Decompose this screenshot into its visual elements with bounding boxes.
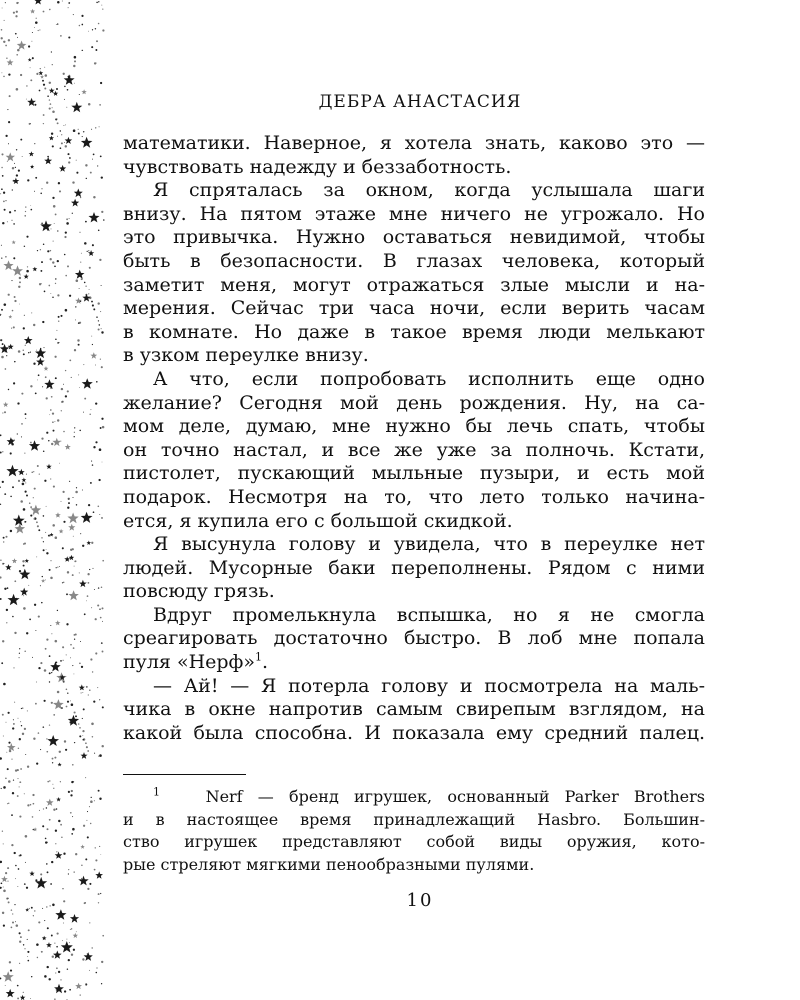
body-line (123, 392, 705, 416)
body-line-text: внизу. На пятом этаже мне ничего не угрожало. Но (123, 202, 705, 225)
footnote-line-text: и в настоящее время принадлежащий Hasbro. Большин- (123, 809, 705, 829)
body-line-text: пуля «Нерф» (123, 651, 256, 674)
body-line-text: — Ай! — Я потерла голову и посмотрела на маль- (153, 674, 705, 697)
stars-icon (0, 0, 108, 1000)
running-head: ДЕБРА АНАСТАСИЯ (318, 92, 522, 112)
body-line (123, 415, 705, 439)
body-line-text: это привычка. Нужно оставаться невидимой, чтобы (123, 226, 705, 249)
body-line (123, 250, 705, 274)
body-line-text: математики. Наверное, я хотела знать, каково это — (123, 132, 705, 154)
body-line (123, 486, 705, 510)
body-line-text: повсюду грязь. (123, 580, 275, 603)
star-border-decoration (0, 0, 108, 1000)
body-line-text: Я высунула голову и увидела, что в переулке нет (153, 533, 705, 556)
footnote-line (123, 786, 705, 809)
body-line-text: мом деле, думаю, мне нужно бы лечь спать, чтобы (123, 415, 705, 438)
body-line (123, 651, 705, 675)
body-line (123, 179, 705, 203)
body-line (123, 510, 705, 534)
body-text (123, 132, 705, 745)
footnote-line-text: Nerf — бренд игрушек, основанный Parker Brothers (205, 787, 705, 806)
body-line (123, 321, 705, 345)
body-line (123, 439, 705, 463)
body-line-text: среагировать достаточно быстро. В лоб мне попала (123, 627, 705, 650)
footnote-line-text: ство игрушек представляют собой виды оружия, кото- (123, 832, 705, 851)
body-line-text: в узком переулке внизу. (123, 344, 369, 367)
body-line (123, 203, 705, 227)
body-line (123, 226, 705, 250)
body-line-text: мерения. Сейчас три часа ночи, если верить часам (123, 297, 705, 320)
footnote-line (123, 831, 705, 854)
body-line (123, 156, 705, 180)
body-line-text: людей. Мусорные баки переполнены. Рядом с ними (123, 556, 705, 579)
body-line-text: заметит меня, могут отражаться злые мысли и на- (123, 273, 705, 296)
body-line (123, 698, 705, 722)
body-line-text: Вдруг промелькнула вспышка, но я не смогла (153, 603, 705, 626)
body-line-text: Я спряталась за окном, когда услышала шаги (153, 179, 705, 202)
body-line (123, 675, 705, 699)
body-line (123, 604, 705, 628)
footnote-reference: 1 (255, 651, 263, 664)
footnote-line (123, 854, 705, 877)
body-line-text: в комнате. Но даже в такое время люди мелькают (123, 320, 705, 343)
footnote-rule (123, 774, 246, 775)
footnote (123, 786, 705, 876)
body-line (123, 297, 705, 321)
body-line (123, 627, 705, 651)
body-line (123, 557, 705, 581)
body-line-text: чика в окне напротив самым свирепым взглядом, на (123, 698, 705, 721)
body-line (123, 462, 705, 486)
body-line (123, 722, 705, 746)
body-line-text: А что, если попробовать исполнить еще одно (153, 367, 705, 390)
body-line-punct: . (262, 651, 269, 674)
body-line (123, 132, 705, 156)
body-line (123, 344, 705, 368)
body-line-text: чувствовать надежду и беззаботность. (123, 155, 512, 178)
body-line-text: какой была способна. И показала ему средний палец. (123, 721, 705, 744)
body-line-text: пистолет, пускающий мыльные пузыри, и есть мой (123, 462, 705, 485)
footnote-line (123, 809, 705, 832)
body-line (123, 368, 705, 392)
body-line-text: быть в безопасности. В глазах человека, который (123, 249, 705, 272)
body-line-text: ется, я купила его с большой скидкой. (123, 509, 513, 532)
body-line-text: подарок. Несмотря на то, что лето только начина- (123, 485, 705, 508)
body-line (123, 274, 705, 298)
body-line-text: желание? Сегодня мой день рождения. Ну, на са- (123, 391, 705, 414)
footnote-line-text: рые стреляют мягкими пенообразными пулями. (123, 854, 535, 874)
page-number: 10 (406, 890, 434, 911)
body-line-text: он точно настал, и все же уже за полночь. Кстати, (123, 438, 705, 461)
footnote-marker: 1 (153, 786, 160, 799)
body-line (123, 533, 705, 557)
body-line (123, 580, 705, 604)
